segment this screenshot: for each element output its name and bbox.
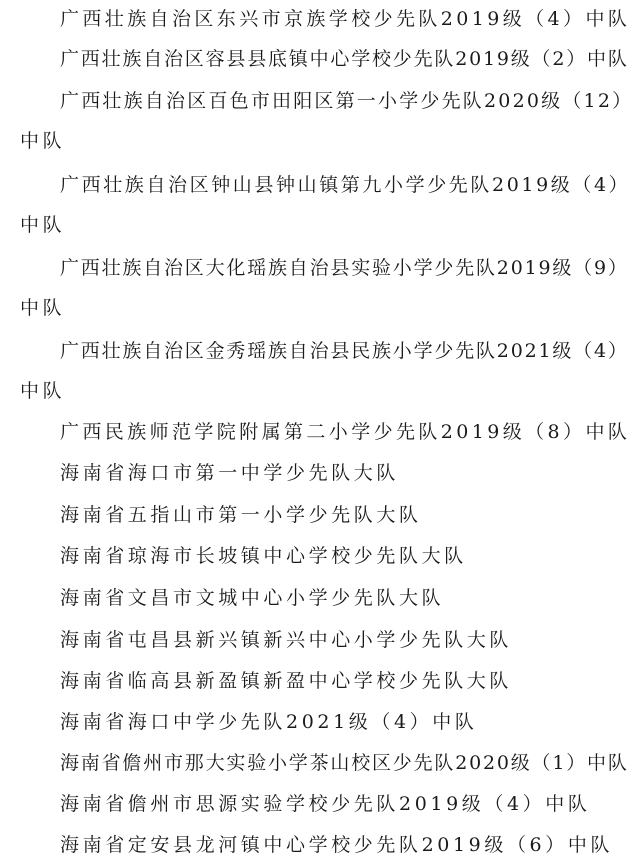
entry-text: 海南省文昌市文城中心小学少先队大队	[60, 587, 445, 609]
list-item	[0, 172, 630, 238]
list-item	[0, 750, 629, 776]
list-item	[0, 46, 629, 72]
list-item	[0, 791, 590, 817]
list-item	[0, 255, 629, 321]
entry-text: 海南省五指山市第一小学少先队大队	[60, 504, 422, 526]
entry-text: 海南省屯昌县新兴镇新兴中心小学少先队大队	[60, 629, 513, 651]
entry-text: 广西壮族自治区钟山县钟山镇第九小学少先队2019级（4）	[60, 174, 631, 196]
list-item	[0, 338, 629, 404]
list-item	[0, 419, 630, 445]
entry-text: 海南省海口中学少先队2021级（4）中队	[60, 711, 478, 733]
entry-continuation: 中队	[20, 214, 66, 236]
entry-text: 广西壮族自治区东兴市京族学校少先队2019级（4）中队	[60, 8, 631, 30]
entry-text: 海南省海口市第一中学少先队大队	[60, 462, 400, 484]
entry-continuation: 中队	[20, 130, 66, 152]
list-item	[0, 832, 613, 858]
entry-text: 广西民族师范学院附属第二小学少先队2019级（8）中队	[60, 421, 631, 443]
list-item	[0, 6, 630, 32]
entry-text: 海南省临高县新盈镇新盈中心学校少先队大队	[60, 670, 513, 692]
entry-text: 广西壮族自治区大化瑶族自治县实验小学少先队2019级（9）	[60, 257, 629, 279]
entry-text: 广西壮族自治区金秀瑶族自治县民族小学少先队2021级（4）	[60, 340, 629, 362]
list-item	[0, 88, 633, 154]
entry-text: 广西壮族自治区容县县底镇中心学校少先队2019级（2）中队	[60, 48, 629, 70]
entry-text: 海南省琼海市长坡镇中心学校少先队大队	[60, 545, 467, 567]
list-item	[0, 502, 422, 528]
entry-text: 海南省儋州市那大实验小学茶山校区少先队2020级（1）中队	[60, 752, 629, 774]
entry-text: 海南省儋州市思源实验学校少先队2019级（4）中队	[60, 793, 591, 815]
list-item	[0, 709, 477, 735]
entry-continuation: 中队	[20, 297, 66, 319]
list-item	[0, 668, 512, 694]
entry-continuation: 中队	[20, 380, 66, 402]
list-item	[0, 627, 512, 653]
entry-text: 广西壮族自治区百色市田阳区第一小学少先队2020级（12）	[60, 90, 634, 112]
entry-text: 海南省定安县龙河镇中心学校少先队2019级（6）中队	[60, 834, 614, 856]
list-item	[0, 460, 399, 486]
list-item	[0, 543, 467, 569]
list-item	[0, 585, 444, 611]
